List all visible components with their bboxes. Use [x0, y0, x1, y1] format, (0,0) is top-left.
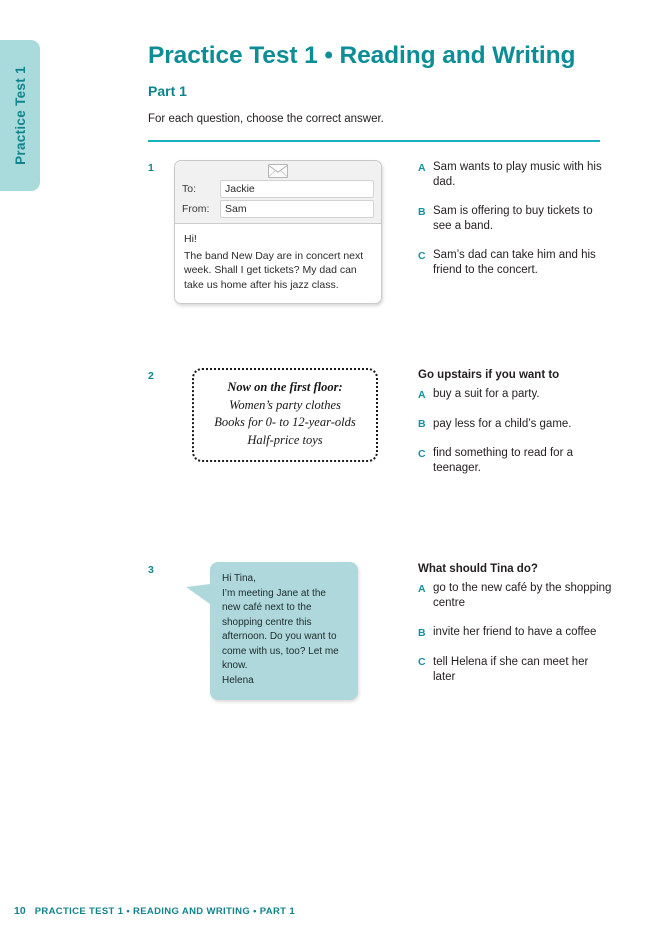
- part-heading: Part 1: [148, 83, 187, 99]
- email-from-value[interactable]: Sam: [220, 200, 374, 218]
- question-number: 1: [148, 162, 154, 174]
- page-title: Practice Test 1 • Reading and Writing: [148, 42, 576, 69]
- option-letter: C: [418, 656, 426, 668]
- option-letter: C: [418, 447, 426, 460]
- option-a[interactable]: [418, 581, 613, 611]
- email-header: [175, 161, 381, 224]
- option-text: go to the new café by the shopping centre: [433, 582, 612, 609]
- option-b[interactable]: [418, 625, 613, 641]
- header-divider: [148, 140, 600, 142]
- option-c[interactable]: [418, 446, 613, 476]
- speech-bubble-tail-icon: [186, 584, 210, 604]
- answer-options: [418, 562, 613, 685]
- email-body-line: The band New Day are in concert next week. Shall I get tickets? My dad can take us home after his jazz class.: [184, 249, 364, 291]
- sign-line: Now on the first floor:: [227, 380, 343, 394]
- option-text: buy a suit for a party.: [433, 388, 540, 400]
- option-letter: C: [418, 249, 426, 262]
- email-to-row: [182, 180, 374, 198]
- side-tab-label: Practice Test 1: [12, 66, 28, 165]
- option-a[interactable]: [418, 387, 613, 403]
- email-body-line: Hi!: [184, 233, 197, 245]
- footer-breadcrumb: PRACTICE TEST 1 • READING AND WRITING • PART 1: [34, 906, 295, 917]
- question-stem: What should Tina do?: [418, 563, 538, 575]
- footer-page-number: 10: [14, 905, 26, 917]
- email-body: [175, 224, 381, 303]
- bubble-line: Hi Tina,: [222, 573, 256, 584]
- answer-options: [418, 160, 613, 278]
- email-to-value[interactable]: Jackie: [220, 180, 374, 198]
- option-letter: B: [418, 626, 426, 639]
- option-b[interactable]: [418, 204, 613, 234]
- speech-bubble-wrapper: [210, 562, 358, 700]
- option-text: Sam is offering to buy tickets to see a band.: [433, 205, 593, 232]
- option-c[interactable]: [418, 655, 613, 685]
- option-letter: A: [418, 388, 426, 401]
- option-letter: A: [418, 582, 426, 595]
- option-letter: B: [418, 205, 426, 218]
- question-number: 2: [148, 370, 154, 382]
- shop-sign: [192, 368, 378, 462]
- question-stimulus: [174, 368, 424, 462]
- instruction-text: For each question, choose the correct answer.: [148, 113, 384, 125]
- option-letter: A: [418, 161, 426, 174]
- option-text: invite her friend to have a coffee: [433, 626, 597, 638]
- option-text: Sam wants to play music with his dad.: [433, 161, 602, 188]
- option-text: pay less for a child’s game.: [433, 417, 572, 430]
- email-card: [174, 160, 382, 304]
- page-content: [148, 0, 613, 941]
- speech-bubble: [210, 562, 358, 700]
- question-stem: Go upstairs if you want to: [418, 369, 560, 381]
- email-to-label: To:: [182, 183, 197, 195]
- page-footer: [14, 905, 295, 917]
- option-c[interactable]: [418, 248, 613, 278]
- question-number: 3: [148, 564, 154, 576]
- option-b[interactable]: [418, 417, 613, 433]
- option-a[interactable]: [418, 160, 613, 190]
- sign-line: Women’s party clothes: [229, 397, 341, 412]
- bubble-line: I’m meeting Jane at the new café next to the shopping centre this afternoon. Do you want to come with us, too? Let me know.: [222, 587, 339, 671]
- question-stimulus: [174, 160, 424, 304]
- option-text: tell Helena if she can meet her later: [433, 655, 589, 683]
- option-letter: B: [418, 418, 426, 430]
- sign-line: Half-price toys: [247, 432, 323, 447]
- bubble-line: Helena: [222, 674, 254, 686]
- sign-line: Books for 0- to 12-year-olds: [214, 415, 356, 429]
- answer-options: [418, 368, 613, 476]
- envelope-icon: [182, 164, 374, 178]
- question-stimulus: [174, 562, 424, 700]
- side-tab-practice-test: [0, 40, 40, 191]
- option-text: find something to read for a teenager.: [433, 447, 573, 474]
- email-from-label: From:: [182, 203, 210, 215]
- email-from-row: [182, 200, 374, 218]
- option-text: Sam’s dad can take him and his friend to the concert.: [433, 249, 596, 276]
